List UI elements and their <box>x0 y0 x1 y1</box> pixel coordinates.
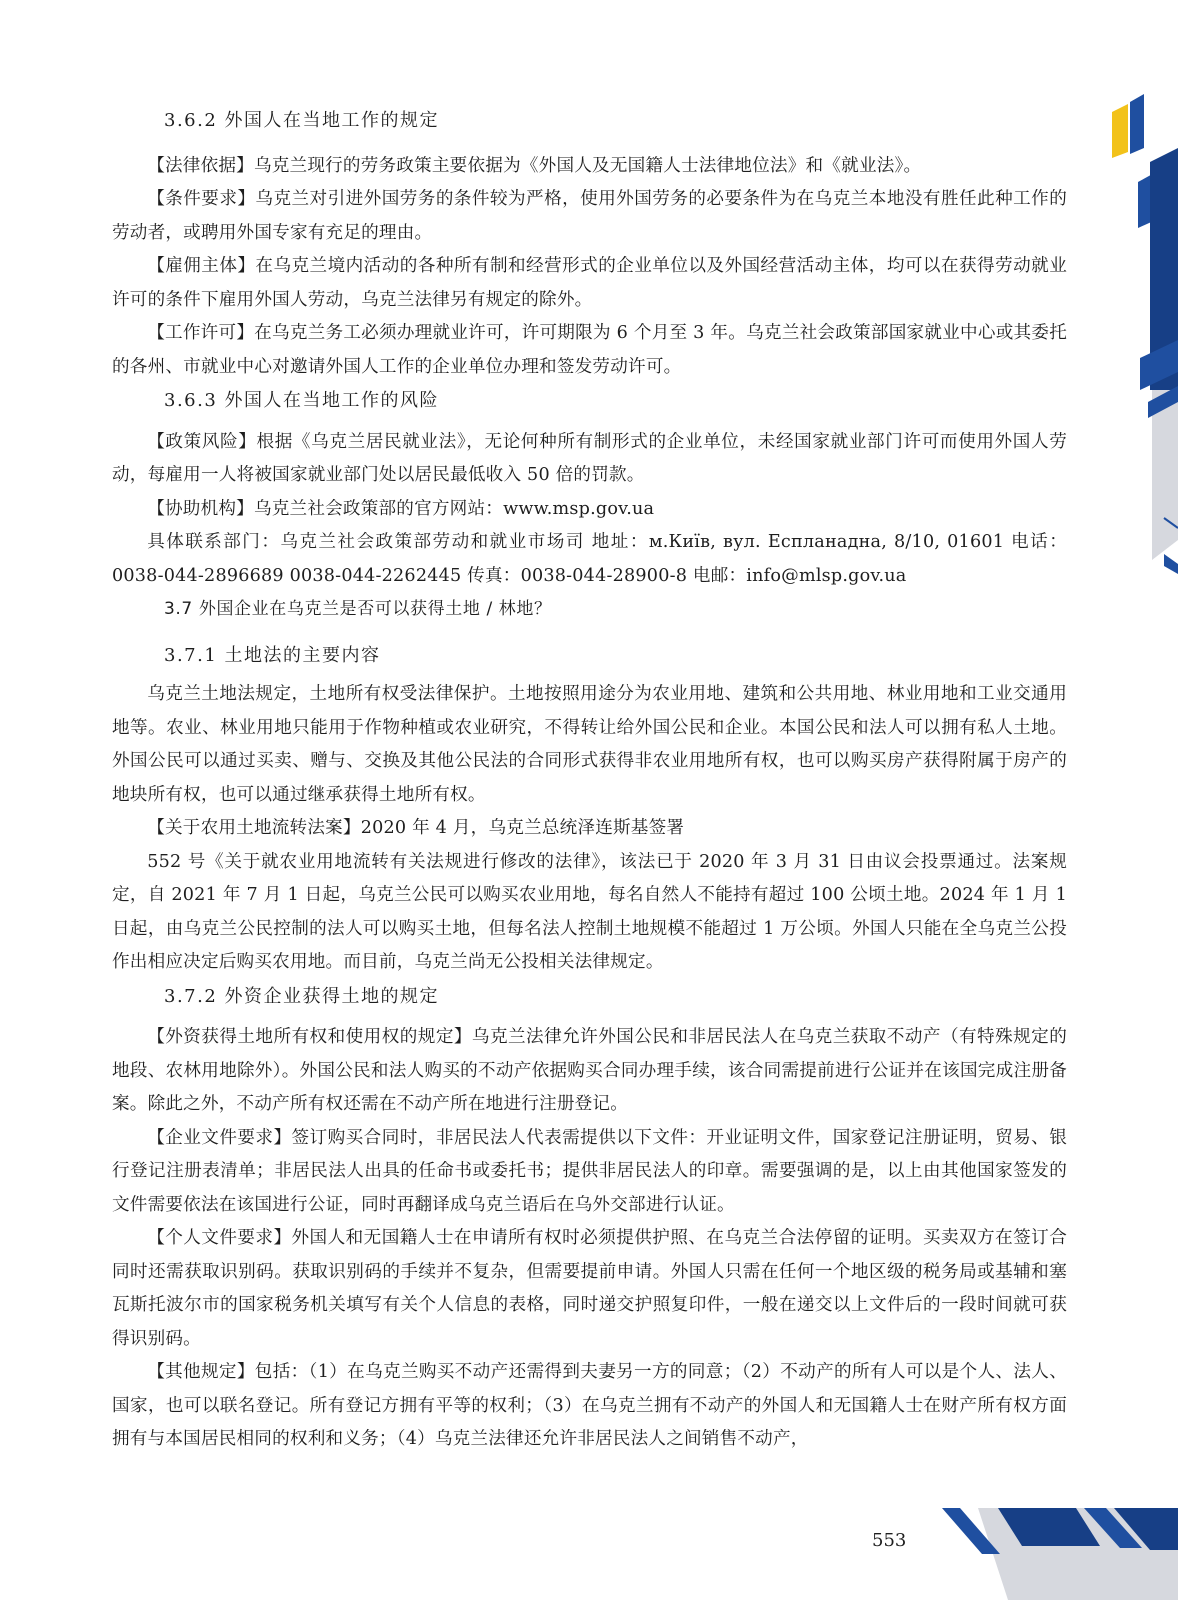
heading-3-7-1: 3.7.1 土地法的主要内容 <box>164 644 381 666</box>
main-text <box>112 104 1067 1457</box>
paragraph-assisting-agency: 【协助机构】乌克兰社会政策部的官方网站：www.msp.gov.ua <box>147 498 655 519</box>
side-tail-blue <box>1164 554 1178 574</box>
side-decoration-graphic <box>1078 90 1178 600</box>
page-number: 553 <box>872 1530 907 1551</box>
paragraph-employer: 【雇佣主体】在乌克兰境内活动的各种所有制和经营形式的企业单位以及外国经营活动主体，均可以在获得劳动就业许可的条件下雇用外国人劳动，乌克兰法律另有规定的除外。 <box>112 256 1067 310</box>
side-stripe-yellow <box>1112 104 1128 158</box>
paragraph-foreign-land-rights: 【外资获得土地所有权和使用权的规定】乌克兰法律允许外国公民和非居民法人在乌克兰获取不动产（有特殊规定的地段、农林用地除外）。外国公民和法人购买的不动产依据购买合同办理手续，该合同需提前进行公证并在该国完成注册备案。除此之外，不动产所有权还需在不动产所在地进行注册登记。 <box>112 1027 1067 1114</box>
heading-3-6-2: 3.6.2 外国人在当地工作的规定 <box>164 110 440 131</box>
paragraph-legal-basis: 【法律依据】乌克兰现行的劳务政策主要依据为《外国人及无国籍人士法律地位法》和《就业法》。 <box>147 155 922 176</box>
paragraph-law-552: 552 号《关于就农业用地流转有关法规进行修改的法律》，该法已于 2020 年 3 月 31 日由议会投票通过。法案规定，自 2021 年 7 月 1 日起，乌克兰公民可以购买农业用地，每名自然人不能持有超过 100 公顷土地。2024 年 1 月 1 日起，由乌克兰公民控制的法人可以购买土地，但每名法人控制土地规模不能超过 1 万公顷。外国人只能在全乌克兰公投作出相应决定后购买农用地。而目前，乌克兰尚无公投相关法律规定。 <box>112 851 1067 972</box>
heading-3-7-2: 3.7.2 外资企业获得土地的规定 <box>164 985 440 1007</box>
paragraph-other-rules: 【其他规定】包括：（1）在乌克兰购买不动产还需得到夫妻另一方的同意；（2）不动产的所有人可以是个人、法人、国家，也可以联名登记。所有登记方拥有平等的权利；（3）在乌克兰拥有不动产的外国人和无国籍人士在财产所有权方面拥有与本国居民相同的权利和义务；（4）乌克兰法律还允许非居民法人之间销售不动产， <box>112 1362 1067 1449</box>
heading-3-7: 3.7 外国企业在乌克兰是否可以获得土地 / 林地？ <box>164 599 552 619</box>
paragraph-company-documents: 【企业文件要求】签订购买合同时，非居民法人代表需提供以下文件：开业证明文件，国家登记注册证明，贸易、银行登记注册表清单；非居民法人出具的任命书或委托书；提供非居民法人的印章。需要强调的是，以上由其他国家签发的文件需要依法在该国进行公证，同时再翻译成乌克兰语后在乌外交部进行认证。 <box>112 1127 1067 1215</box>
side-stripe-blue <box>1130 94 1144 154</box>
paragraph-policy-risk: 【政策风险】根据《乌克兰居民就业法》，无论何种所有制形式的企业单位，未经国家就业部门许可而使用外国人劳动，每雇用一人将被国家就业部门处以居民最低收入 50 倍的罚款。 <box>112 431 1067 485</box>
paragraph-land-law: 乌克兰土地法规定，土地所有权受法律保护。土地按照用途分为农业用地、建筑和公共用地、林业用地和工业交通用地等。农业、林业用地只能用于作物种植或农业研究，不得转让给外国公民和企业。本国公民和法人可以拥有私人土地。外国公民可以通过买卖、赠与、交换及其他公民法的合同形式获得非农业用地所有权，也可以购买房产获得附属于房产的地块所有权，也可以通过继承获得土地所有权。 <box>112 684 1067 805</box>
paragraph-requirements: 【条件要求】乌克兰对引进外国劳务的条件较为严格，使用外国劳务的必要条件为在乌克兰本地没有胜任此种工作的劳动者，或聘用外国专家有充足的理由。 <box>112 189 1067 243</box>
paragraph-contact: 具体联系部门：乌克兰社会政策部劳动和就业市场司 地址：м.Київ, вул. Еспланадна, 8/10, 01601 电话：0038-044-2896689 0038-044-2262445 传真：0038-044-28900-8 电邮：info@mlsp.gov.ua <box>112 532 1067 586</box>
paragraph-work-permit: 【工作许可】在乌克兰务工必须办理就业许可，许可期限为 6 个月至 3 年。乌克兰社会政策部国家就业中心或其委托的各州、市就业中心对邀请外国人工作的企业单位办理和签发劳动许可。 <box>112 323 1067 377</box>
paragraph-agri-land-bill: 【关于农用土地流转法案】2020 年 4 月，乌克兰总统泽连斯基签署 <box>147 818 685 838</box>
heading-3-6-3: 3.6.3 外国人在当地工作的风险 <box>164 390 440 411</box>
side-band-grey <box>1152 390 1178 560</box>
bottom-decoration-graphic <box>938 1508 1178 1600</box>
paragraph-personal-documents: 【个人文件要求】外国人和无国籍人士在申请所有权时必须提供护照、在乌克兰合法停留的证明。买卖双方在签订合同时还需获取识别码。获取识别码的手续并不复杂，但需要提前申请。外国人只需在任何一个地区级的税务局或基辅和塞瓦斯托波尔市的国家税务机关填写有关个人信息的表格，同时递交护照复印件，一般在递交以上文件后的一段时间就可获得识别码。 <box>112 1228 1067 1349</box>
